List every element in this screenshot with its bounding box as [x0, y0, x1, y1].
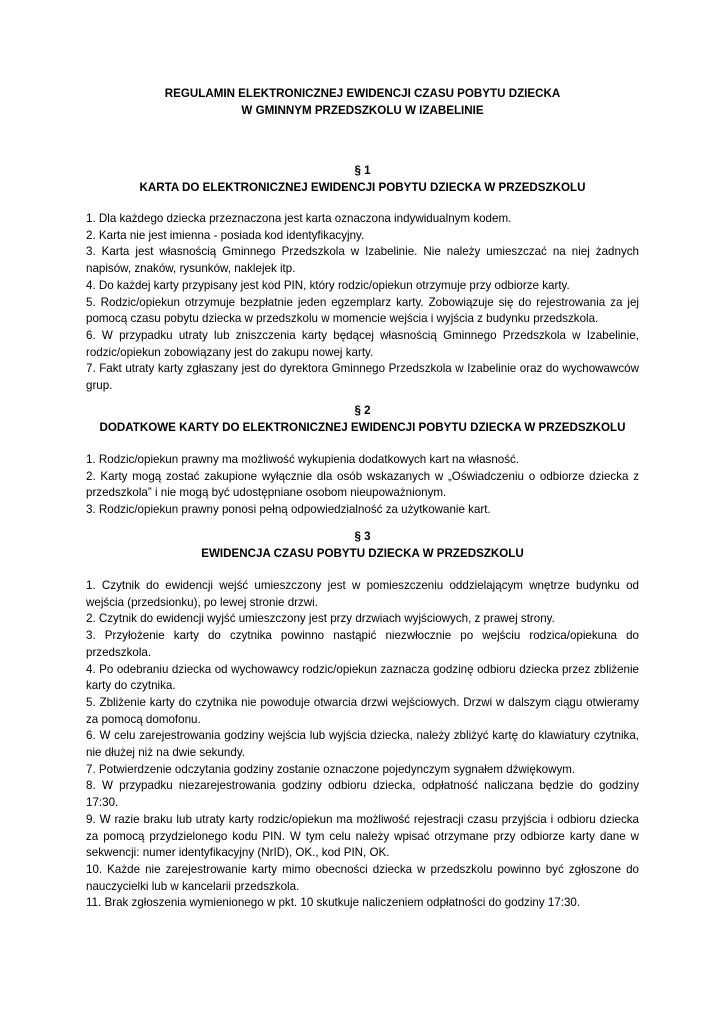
list-item: 1. Czytnik do ewidencji wejść umieszczony jest w pomieszczeniu oddzielającym wnętrze budynku od wejścia (przedsionku), po lewej stronie drzwi.	[86, 579, 639, 609]
section-3-number: § 3	[354, 530, 371, 543]
section-2-header	[86, 403, 639, 436]
section-2-heading: DODATKOWE KARTY DO ELEKTRONICZNEJ EWIDENCJI POBYTU DZIECKA W PRZEDSZKOLU	[99, 420, 626, 434]
list-item: 1. Rodzic/opiekun prawny ma możliwość wykupienia dodatkowych kart na własność.	[86, 453, 520, 466]
list-item: 6. W przypadku utraty lub zniszczenia karty będącej własnością Gminnego Przedszkola w Izabelinie, rodzic/opiekun zobowiązany jest do zakupu nowej karty.	[86, 328, 639, 359]
section-1-header	[86, 163, 639, 196]
title-line-1: REGULAMIN ELEKTRONICZNEJ EWIDENCJI CZASU POBYTU DZIECKA	[164, 87, 561, 100]
section-3-heading: EWIDENCJA CZASU POBYTU DZIECKA W PRZEDSZKOLU	[201, 546, 524, 560]
list-item: 2. Karty mogą zostać zakupione wyłącznie dla osób wskazanych w „Oświadczeniu o odbiorze dziecka z przedszkola” i nie mogą być udostępniane osobom nieupoważnionym.	[86, 469, 639, 500]
list-item: 10. Każde nie zarejestrowanie karty mimo obecności dziecka w przedszkolu powinno być zgłoszone do nauczycielki lub w kancelarii przedszkola.	[86, 862, 639, 893]
section-2-number: § 2	[354, 404, 371, 417]
list-item: 3. Przyłożenie karty do czytnika powinno nastąpić niezwłocznie po wejściu rodzica/opiekuna do przedszkola.	[86, 629, 639, 659]
list-item: 6. W celu zarejestrowania godziny wejścia lub wyjścia dziecka, należy zbliżyć kartę do klawiatury czytnika, nie dłużej niż na dwie sekundy.	[86, 729, 639, 760]
list-item: 4. Po odebraniu dziecka od wychowawcy rodzic/opiekun zaznacza godzinę odbioru dziecka przez zbliżenie karty do czytnika.	[86, 662, 639, 693]
list-item: 2. Karta nie jest imienna - posiada kod identyfikacyjny.	[86, 228, 365, 242]
list-item: 8. W przypadku niezarejestrowania godziny odbioru dziecka, odpłatność naliczana będzie do godziny 17:30.	[86, 779, 639, 810]
document-title	[86, 86, 639, 119]
list-item: 7. Potwierdzenie odczytania godziny zostanie oznaczone pojedynczym sygnałem dźwiękowym.	[86, 762, 576, 776]
section-1-number: § 1	[354, 164, 371, 177]
section-2-items	[86, 452, 639, 519]
list-item: 4. Do każdej karty przypisany jest kod PIN, który rodzic/opiekun otrzymuje przy odbiorze karty.	[86, 278, 570, 292]
title-line-2: W GMINNYM PRZEDSZKOLU W IZABELINIE	[241, 103, 484, 117]
list-item: 3. Rodzic/opiekun prawny ponosi pełną odpowiedzialność za użytkowanie kart.	[86, 503, 491, 517]
list-item: 5. Zbliżenie karty do czytnika nie powoduje otwarcia drzwi wejściowych. Drzwi w dalszym ciągu otwieramy za pomocą domofonu.	[86, 695, 639, 726]
section-3-items	[86, 578, 639, 912]
list-item: 7. Fakt utraty karty zgłaszany jest do dyrektora Gminnego Przedszkola w Izabelinie oraz do wychowawców grup.	[86, 362, 639, 393]
section-1-heading: KARTA DO ELEKTRONICZNEJ EWIDENCJI POBYTU DZIECKA W PRZEDSZKOLU	[139, 180, 586, 194]
list-item: 1. Dla każdego dziecka przeznaczona jest karta oznaczona indywidualnym kodem.	[86, 212, 512, 225]
section-1-items	[86, 211, 639, 395]
list-item: 2. Czytnik do ewidencji wyjść umieszczony jest przy drzwiach wyjściowych, z prawej strony.	[86, 612, 555, 626]
list-item: 5. Rodzic/opiekun otrzymuje bezpłatnie jeden egzemplarz karty. Zobowiązuje się do rejestrowania za jej pomocą czasu pobytu dziecka w przedszkolu w momencie wejścia i wyjścia z budynku przedszkola.	[86, 295, 639, 326]
section-3-header	[86, 529, 639, 562]
list-item: 3. Karta jest własnością Gminnego Przedszkola w Izabelinie. Nie należy umieszczać na niej żadnych napisów, znaków, rysunków, naklejek itp.	[86, 245, 639, 276]
list-item: 11. Brak zgłoszenia wymienionego w pkt. 10 skutkuje naliczeniem odpłatności do godziny 17:30.	[86, 896, 581, 910]
list-item: 9. W razie braku lub utraty karty rodzic/opiekun ma możliwość rejestracji czasu przyjścia i odbioru dziecka za pomocą przydzielonego kodu PIN. W tym celu należy wpisać otrzymane przy odbiorze karty dane w sekwencji: numer identyfikacyjny (NrID), OK., kod PIN, OK.	[86, 812, 639, 860]
